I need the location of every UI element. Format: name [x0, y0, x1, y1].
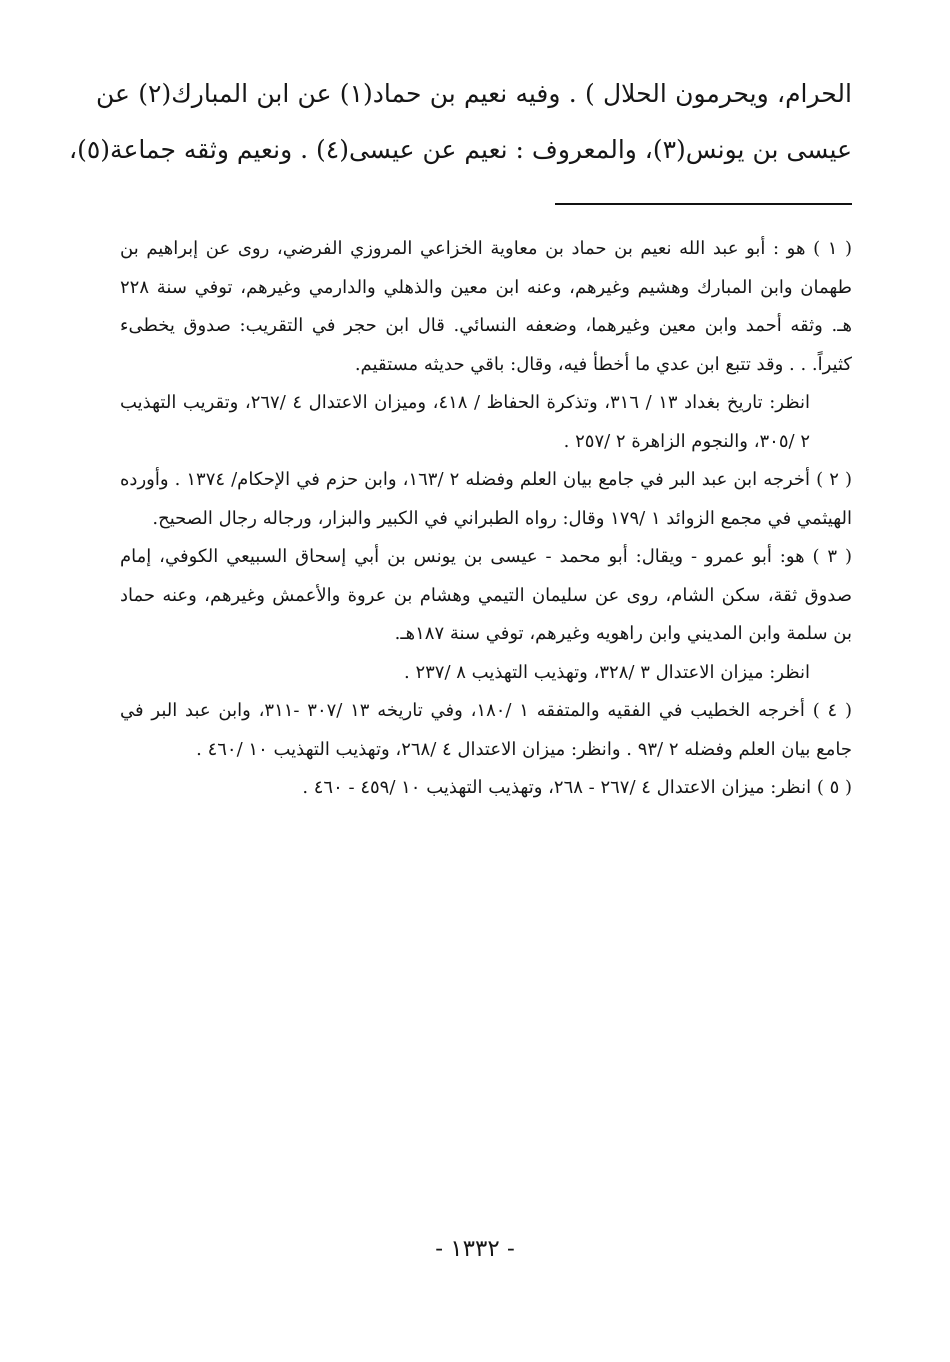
footnote-text: انظر: ميزان الاعتدال ٤ /٢٦٧ - ٢٦٨، وتهذيب التهذيب ١٠ /٤٥٩ - ٤٦٠ .	[302, 777, 812, 798]
footnotes	[120, 230, 852, 808]
main-text-line-2: عيسى بن يونس(٣)، والمعروف : نعيم عن عيسى(٤) . ونعيم وثقه جماعة(٥)،	[69, 135, 852, 164]
footnote-separator	[555, 203, 852, 205]
footnote-marker: ( ١ )	[813, 238, 853, 259]
footnote-text: هو : أبو عبد الله نعيم بن حماد بن معاوية الخزاعي المروزي الفرضي، روى عن إبراهيم بن طهمان وابن المبارك وهشيم وغيرهم، وعنه ابن معين والذهلي والدارمي وغيرهم، توفي سنة ٢٢٨ هـ. وثقه أحمد وابن معين وغيرهما، وضعفه النسائي. قال ابن حجر في التقريب: صدوق يخطىء كثيراً. . . وقد تتبع ابن عدي ما أخطأ فيه، وقال: باقي حديثه مستقيم.	[120, 238, 852, 375]
footnote-marker: ( ٥ )	[816, 777, 852, 798]
footnote-text: أخرجه ابن عبد البر في جامع بيان العلم وفضله ٢ /١٦٣، وابن حزم في الإحكام/ ١٣٧٤ . وأورده الهيثمي في مجمع الزوائد ١ /١٧٩ وقال: رواه الطبراني في الكبير والبزار، ورجاله رجال الصحيح.	[120, 469, 852, 529]
footnote-reference: انظر: تاريخ بغداد ١٣ / ٣١٦، وتذكرة الحفاظ / ٤١٨، وميزان الاعتدال ٤ /٢٦٧، وتقريب التهذيب ٢ /٣٠٥، والنجوم الزاهرة ٢ /٢٥٧ .	[120, 392, 811, 452]
footnote-text: هو: أبو عمرو - ويقال: أبو محمد - عيسى بن يونس بن أبي إسحاق السبيعي الكوفي، إمام صدوق ثقة، سكن الشام، روى عن سليمان التيمي وهشام بن عروة والأعمش وغيرهم، وعنه حماد بن سلمة وابن المديني وابن راهويه وغيرهم، توفي سنة ١٨٧هـ.	[120, 546, 852, 644]
footnote-5	[120, 769, 852, 808]
footnote-marker: ( ٤ )	[812, 700, 852, 721]
main-text-line-1: الحرام، ويحرمون الحلال ) . وفيه نعيم بن حماد(١) عن ابن المبارك(٢) عن	[96, 79, 852, 108]
footnote-2	[120, 461, 852, 538]
main-text	[69, 66, 852, 178]
footnote-marker: ( ٢ )	[816, 469, 852, 490]
footnote-1	[120, 230, 852, 461]
footnote-4	[120, 692, 852, 769]
footnote-text: أخرجه الخطيب في الفقيه والمتفقه ١ /١٨٠، وفي تاريخه ١٣ /٣٠٧ -٣١١، وابن عبد البر في جامع بيان العلم وفضله ٢ /٩٣ . وانظر: ميزان الاعتدال ٤ /٢٦٨، وتهذيب التهذيب ١٠ /٤٦٠ .	[120, 700, 852, 760]
footnote-reference: انظر: ميزان الاعتدال ٣ /٣٢٨، وتهذيب التهذيب ٨ /٢٣٧ .	[403, 661, 810, 683]
page-number: - ١٣٣٢ -	[435, 1236, 515, 1262]
footnote-3	[120, 538, 852, 692]
footnote-marker: ( ٣ )	[812, 546, 852, 567]
